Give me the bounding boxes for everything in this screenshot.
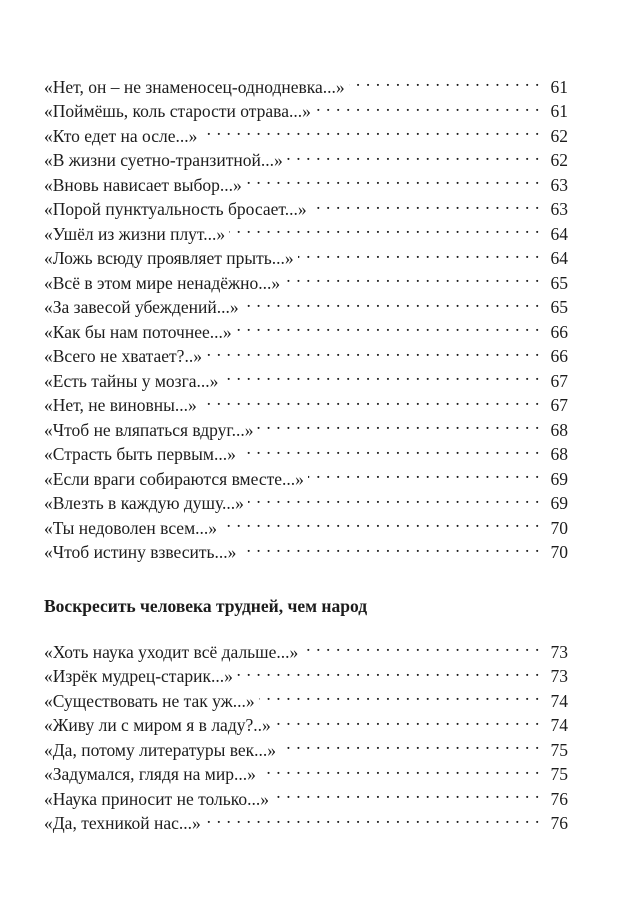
toc-entry-page-number: 73 — [550, 666, 568, 686]
toc-dot-leader — [308, 460, 540, 485]
toc-entry-title: «Задумался, глядя на мир...» — [44, 764, 256, 784]
toc-entry-page-number: 74 — [550, 715, 568, 735]
toc-entry-title: «Вновь нависает выбор...» — [44, 174, 242, 195]
toc-entry-page-number: 74 — [550, 690, 568, 711]
toc-entry-title: «Существовать не так уж...» — [44, 690, 255, 711]
toc-dot-leader — [248, 485, 540, 510]
toc-entry-title: «Есть тайны у мозга...» — [44, 370, 219, 391]
toc-entry-title: «Нет, не виновны...» — [44, 395, 197, 415]
toc-entry-title: «Порой пунктуальность бросает...» — [44, 199, 307, 219]
toc-entry-page-number: 64 — [550, 248, 568, 268]
toc-entry-page-number: 61 — [550, 76, 568, 97]
toc-dot-leader — [221, 509, 540, 534]
toc-entry-title: «Наука приносит не только...» — [44, 788, 269, 809]
toc-entry-title: «Ложь всюду проявляет прыть...» — [44, 248, 294, 268]
toc-entry-page-number: 62 — [550, 150, 568, 170]
toc-entry-page-number: 63 — [550, 174, 568, 195]
toc-entry-title: «Кто едет на осле...» — [44, 125, 198, 146]
toc-dot-leader — [260, 756, 540, 781]
toc-entry-page-number: 61 — [550, 101, 568, 121]
toc-entry-page-number: 64 — [550, 223, 568, 244]
toc-dot-leader — [243, 289, 540, 314]
toc-list-first — [44, 68, 568, 562]
toc-entry-page-number: 76 — [550, 813, 568, 833]
toc-dot-leader — [257, 411, 540, 436]
toc-dot-leader — [201, 117, 540, 142]
toc-entry-title: «За завесой убеждений...» — [44, 297, 239, 317]
toc-dot-leader — [349, 68, 540, 93]
toc-entry-title: «Ушёл из жизни плут...» — [44, 223, 226, 244]
toc-entry-title: «Хоть наука уходит всё дальше...» — [44, 641, 299, 662]
toc-entry-title: «Да, потому литературы век...» — [44, 739, 277, 760]
toc-entry-page-number: 63 — [550, 199, 568, 219]
toc-entry-page-number: 67 — [550, 395, 568, 415]
toc-entry — [44, 633, 568, 662]
toc-dot-leader — [275, 707, 540, 732]
toc-entry-page-number: 68 — [550, 419, 568, 440]
toc-dot-leader — [201, 387, 540, 412]
toc-dot-leader — [315, 93, 540, 118]
toc-dot-leader — [246, 166, 540, 191]
toc-dot-leader — [206, 338, 540, 363]
toc-dot-leader — [229, 215, 540, 240]
toc-entry-title: «Поймёшь, коль старости отрава...» — [44, 101, 311, 121]
toc-dot-leader — [273, 780, 540, 805]
toc-entry-title: «Если враги собираются вместе...» — [44, 468, 304, 489]
toc-dot-leader — [259, 682, 540, 707]
toc-entry-page-number: 65 — [550, 272, 568, 293]
toc-dot-leader — [280, 731, 540, 756]
toc-entry-title: «Чтоб истину взвесить...» — [44, 542, 237, 562]
toc-entry-title: «Ты недоволен всем...» — [44, 517, 218, 538]
toc-entry-page-number: 69 — [550, 493, 568, 513]
toc-entry-page-number: 68 — [550, 444, 568, 464]
toc-entry-title: «Всего не хватает?..» — [44, 346, 202, 366]
toc-dot-leader — [287, 142, 540, 167]
toc-entry-title: «Изрёк мудрец-старик...» — [44, 666, 233, 686]
toc-entry-page-number: 69 — [550, 468, 568, 489]
toc-entry — [44, 68, 568, 97]
toc-dot-leader — [311, 191, 540, 216]
toc-list-second — [44, 633, 568, 833]
toc-entry-title: «Нет, он – не знаменосец-однодневка...» — [44, 76, 345, 97]
toc-dot-leader — [237, 658, 540, 683]
toc-entry-title: «В жизни суетно-транзитной...» — [44, 150, 283, 170]
toc-entry-title: «Всё в этом мире ненадёжно...» — [44, 272, 281, 293]
toc-entry-page-number: 73 — [550, 641, 568, 662]
toc-entry-title: «Страсть быть первым...» — [44, 444, 236, 464]
toc-dot-leader — [284, 264, 540, 289]
toc-dot-leader — [298, 240, 540, 265]
toc-entry-page-number: 62 — [550, 125, 568, 146]
toc-entry-page-number: 75 — [550, 739, 568, 760]
toc-entry-title: «Влезть в каждую душу...» — [44, 493, 244, 513]
toc-entry-page-number: 66 — [550, 346, 568, 366]
toc-entry-page-number: 70 — [550, 517, 568, 538]
toc-entry-page-number: 70 — [550, 542, 568, 562]
toc-entry-page-number: 76 — [550, 788, 568, 809]
toc-entry-title: «Чтоб не вляпаться вдруг...» — [44, 419, 254, 440]
toc-entry-title: «Как бы нам поточнее...» — [44, 321, 232, 342]
toc-entry-page-number: 67 — [550, 370, 568, 391]
toc-dot-leader — [302, 633, 540, 658]
toc-dot-leader — [236, 313, 540, 338]
toc-dot-leader — [205, 805, 540, 830]
toc-dot-leader — [222, 362, 540, 387]
section-heading: Воскресить человека трудней, чем народ — [44, 596, 368, 616]
toc-entry-title: «Живу ли с миром я в ладу?..» — [44, 715, 271, 735]
toc-dot-leader — [240, 436, 540, 461]
toc-entry-page-number: 65 — [550, 297, 568, 317]
toc-entry-page-number: 75 — [550, 764, 568, 784]
toc-entry-page-number: 66 — [550, 321, 568, 342]
toc-dot-leader — [240, 534, 540, 559]
toc-entry-title: «Да, техникой нас...» — [44, 813, 201, 833]
